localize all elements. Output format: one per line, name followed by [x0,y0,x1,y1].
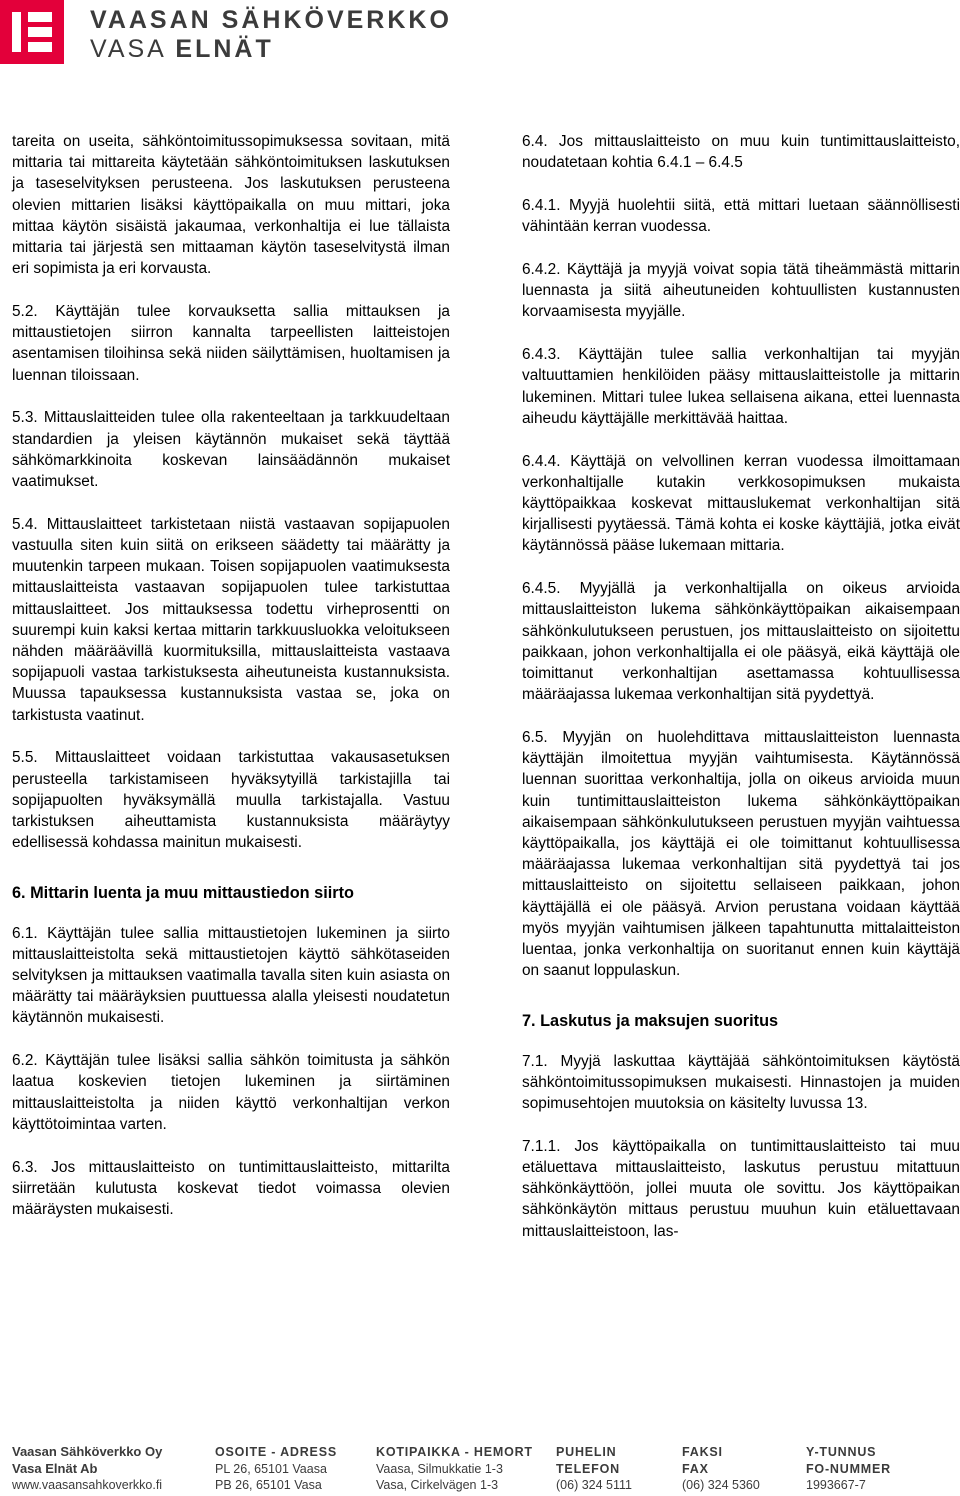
section-6-heading: 6. Mittarin luenta ja muu mittaustiedon siirto [12,884,354,903]
company-logo-icon [0,0,64,64]
footer-domicile: KOTIPAIKKA - HEMORT Vaasa, Silmukkatie 1-3 Vasa, Cirkelvägen 1-3 [376,1445,533,1492]
paragraph-6-5: 6.5. Myyjän on huolehdittava mittauslaitteiston luennasta käyttäjän ilmoitettua myyjän vaihtumisesta. Käytännössä luennan suorittaa verkonhaltija, jolla on oikeus arvioida muun kuin tuntimittauslaitteiston lukema sähkönkäyttöpaikan aikaisempaan sähkönkulutukseen perustuen myyjän vaihtuessa käyttöpaikalla, jos käyttäjä ei ole toimittanut kohtuullisessa määräajassa lukemaa verkonhaltijan sitä pyydettyä tai jos mittauslaitteisto on sijoitettu sellaiseen paikkaan, johon käyttäjällä ei ole pääsyä. Arvion perustana voidaan käyttää myös myyjän vaihtumisen jälkeen tapahtunutta mittalaitteiston luentaa, jonka verkonhaltija on suoritanut ennen kuin käyttäjä on saanut loppulaskun. [522,729,960,980]
paragraph-7-1: 7.1. Myyjä laskuttaa käyttäjää sähköntoimituksen käytöstä sähköntoimitussopimuksen mukaisesti. Hinnastojen ja muiden sopimusehtojen muutoksia on käsitelty luvussa 13. [522,1052,960,1113]
paragraph-6-4-3: 6.4.3. Käyttäjän tulee sallia verkonhaltijan tai myyjän valtuuttamien henkilöiden pääsy mittauslaitteistolle ja mittarin lukeminen. Mittari tulee lukea sellaisena aikana, ettei luennasta aiheudu käyttäjälle merkittävää haittaa. [522,346,960,427]
paragraph-5-3: 5.3. Mittauslaitteiden tulee olla rakenteeltaan ja tarkkuudeltaan standardien ja yleisen käytännön mukaiset sekä täyttää sähkömarkkinoita koskevan lainsäädännön mukaiset vaatimukset. [12,409,450,491]
paragraph-6-2: 6.2. Käyttäjän tulee lisäksi sallia sähkön toimitusta ja sähkön laatua koskevien tietojen lukeminen ja siirtäminen mittauslaitteistolta ja niiden käyttö verkonhaltijan verkon käyttötoimintaa varten. [12,1052,450,1133]
paragraph-6-1: 6.1. Käyttäjän tulee sallia mittaustietojen lukeminen ja siirto mittauslaitteistolta sekä mittaustietojen käyttö sähkötaseiden selvityksen ja mittauksen vaatimalla tavalla siten kuin asiasta on määrätty tai määräyksien puuttuessa alalla yleisesti noudatetun käytännön mukaisesti. [12,924,450,1027]
page-header [0,0,960,76]
right-column [522,131,960,1263]
footer-fax: FAKSI FAX (06) 324 5360 [682,1445,760,1492]
brand-name-swedish: VASA ELNÄT [90,35,274,63]
footer-website-link[interactable]: www.vaasansahkoverkko.fi [12,1478,163,1492]
paragraph-6-4-2: 6.4.2. Käyttäjä ja myyjä voivat sopia tätä tiheämmästä mittarin luennasta ja siitä aiheutuneiden kohtuullisten kustannusten korvaamisesta myyjälle. [522,261,960,321]
section-7-heading: 7. Laskutus ja maksujen suoritus [522,1012,779,1031]
paragraph-7-1-1: 7.1.1. Jos käyttöpaikalla on tuntimittauslaitteisto tai muu etäluettava mittauslaitteisto, laskutus perustuu mitattuun sähkönkäyttöön, jollei muuta ole sovittu. Jos käyttöpaikan sähkönkäytön mittaus perustuu muuhun kuin etäluettavaan mittauslaitteistoon, las- [522,1137,960,1240]
paragraph-5-5: 5.5. Mittauslaitteet voidaan tarkistuttaa vakausasetuksen perusteella tarkistamiseen hyväksytyillä tarkistajilla tai sopijapuolten hyväksymällä muulla tarkistajalla. Vastuu tarkistuksen aiheuttamista kustannuksista määräytyy edellisessä kohdassa mainitun mukaisesti. [12,749,450,852]
footer-phone: PUHELIN TELEFON (06) 324 5111 [556,1445,632,1492]
paragraph-5-4: 5.4. Mittauslaitteet tarkistetaan niistä vastaavan sopijapuolen vastuulla siten kuin siitä on erikseen säädetty tai määrätty ja muutenkin tarpeen mukaan. Toisen sopijapuolen vaatimuksesta mittauslaitteista vastaavan sopijapuolen tulee tarkistuttaa mittauslaitteet. Jos mittauksessa todettu virheprosentti on suurempi kuin kaksi kertaa mittarin tarkkuusluokka veloitukseen nähden määräävillä kuormituksilla, mittauslaitteista vastaava sopijapuoli vastaa tarkistuksesta aiheutuneista kustannuksista. Muussa tapauksessa kustannuksista vastaa se, joka on tarkistusta vaatinut. [12,515,450,724]
footer-address: OSOITE - ADRESS PL 26, 65101 Vaasa PB 26, 65101 Vasa [215,1445,337,1492]
brand-name-finnish: VAASAN SÄHKÖVERKKO [90,6,452,34]
paragraph-5-1-continued: tareita on useita, sähköntoimitussopimuksessa sovitaan, mitä mittaria tai mittareita käytetään sähköntoimituksen laskutuksen ja taseselvityksen perusteena. Jos laskutuksen perusteena olevien mittarien lisäksi käyttöpaikalla on muu mittari, joka mittaa käytön sisäistä jakaumaa, verkonhaltija ei lue tällaista mittaria tai järjestä sen mittaaman käytön taseselvitystä ilman eri sopimista ja eri korvausta. [12,133,450,278]
paragraph-6-3: 6.3. Jos mittauslaitteisto on tuntimittauslaitteisto, mittarilta siirretään kulutusta koskevat tiedot voimassa olevien määräysten mukaisesti. [12,1158,450,1219]
footer-company: Vaasan Sähköverkko Oy Vasa Elnät Ab www.vaasansahkoverkko.fi [12,1444,163,1492]
paragraph-6-4-5: 6.4.5. Myyjällä ja verkonhaltijalla on oikeus arvioida mittauslaitteiston lukema sähkönkäyttöpaikan aikaisempaan sähkönkulutukseen perustuen, jos mittauslaitteisto on sijoitettu paikkaan, johon verkonhaltijalla ei ole pääsyä, eikä käyttäjä ole toimittanut verkonhaltijan asettamassa kohtuullisessa määräajassa lukemaa verkonhaltijan sitä pyydettyä. [522,580,960,704]
paragraph-5-2: 5.2. Käyttäjän tulee korvauksetta sallia mittauksen ja mittaustietojen siirron kannalta tarpeellisten laitteistojen asentamisen tiloihinsa sekä niiden säilyttämisen, huoltamisen ja luennan tiloissaan. [12,303,450,384]
left-column [12,131,450,1242]
footer-business-id: Y-TUNNUS FO-NUMMER 1993667-7 [806,1445,891,1492]
paragraph-6-4-4: 6.4.4. Käyttäjä on velvollinen kerran vuodessa ilmoittamaan verkonhaltijalle kutakin verkkosopimuksen mukaista käyttöpaikkaa koskevat mittauslukemat verkonhaltijan sitä kirjallisesti pyytäessä. Tämä kohta ei koske käyttäjiä, jotka eivät käytännössä pääse lukemaan mittaria. [522,452,960,555]
paragraph-6-4-1: 6.4.1. Myyjä huolehtii siitä, että mittari luetaan säännöllisesti vähintään kerran vuodessa. [522,197,960,236]
page-footer [0,1440,960,1496]
paragraph-6-4: 6.4. Jos mittauslaitteisto on muu kuin tuntimittauslaitteisto, noudatetaan kohtia 6.4.1 – 6.4.5 [522,133,960,172]
